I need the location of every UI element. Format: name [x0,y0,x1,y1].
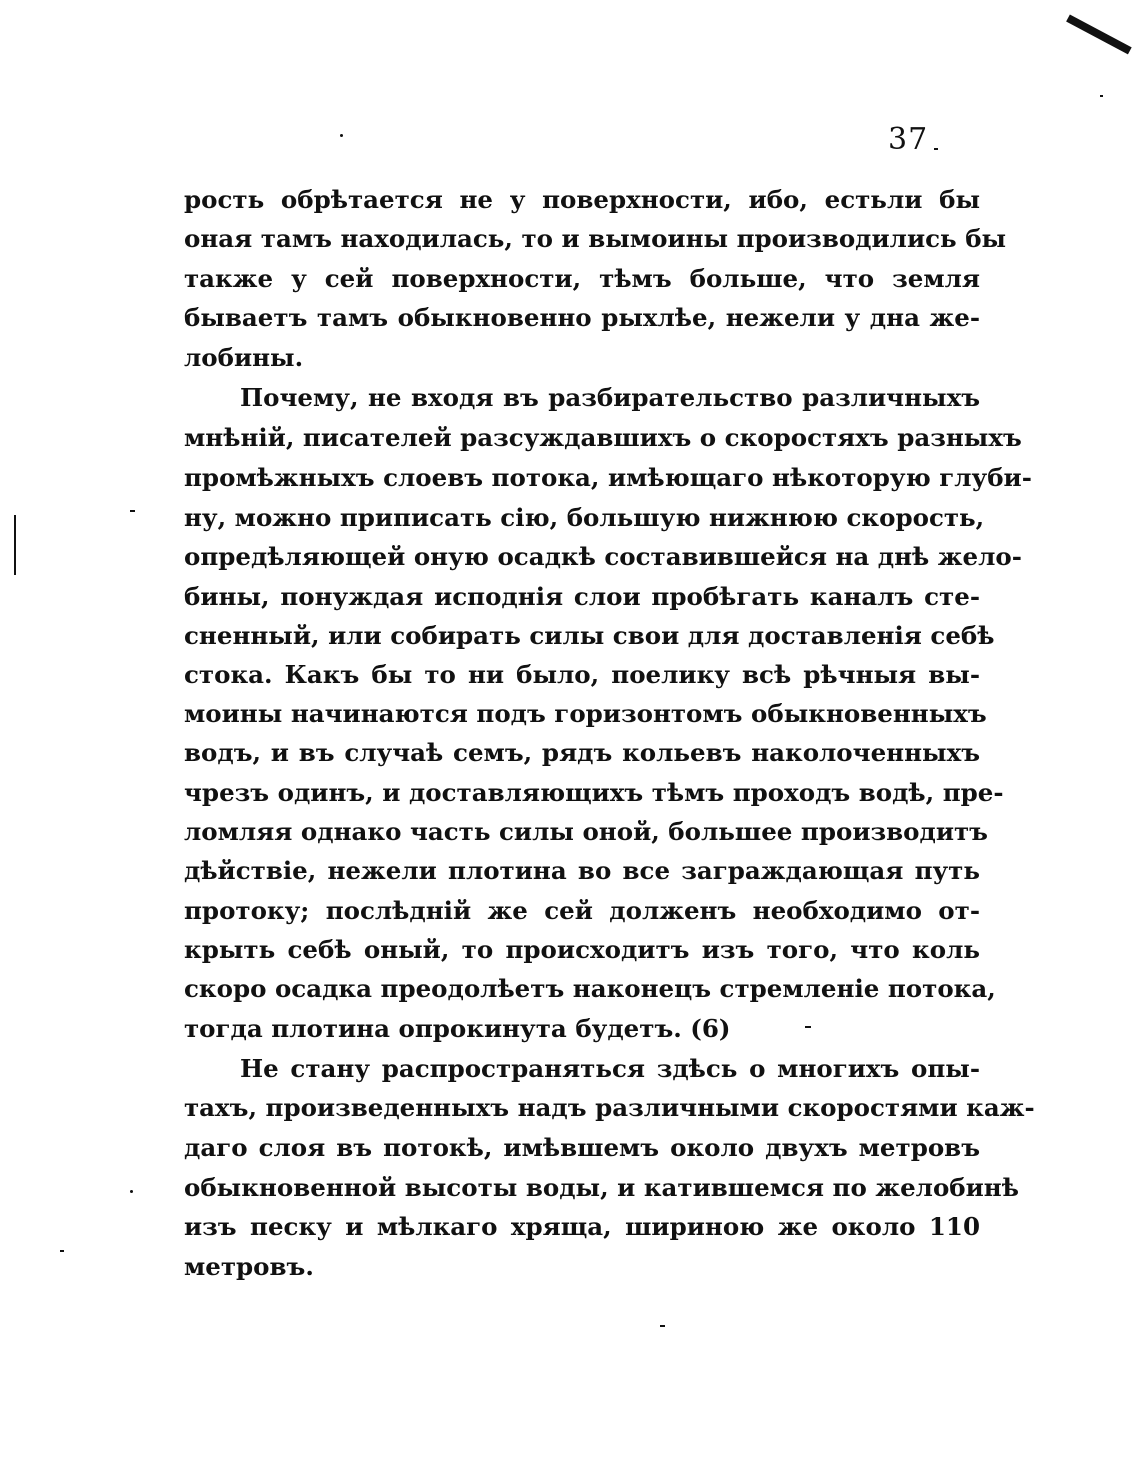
text-line: водъ, и въ случаѣ семъ, рядъ кольевъ наколоченныхъ [184,738,980,767]
scan-mark [130,1190,133,1193]
text-line: метровъ. [184,1252,314,1281]
scan-mark [340,134,343,137]
text-line: опредѣляющей оную осадкѣ составившейся на днѣ жело- [184,542,1022,571]
scan-mark [130,510,135,512]
scan-mark [1100,95,1103,97]
text-line: ну, можно приписать сію, большую нижнюю скорость, [184,503,985,532]
text-line: лобины. [184,343,304,372]
text-line: тогда плотина опрокинута будетъ. (6) [184,1014,731,1043]
text-line: Почему, не входя въ разбирательство различныхъ [240,383,980,412]
text-line: бываетъ тамъ обыкновенно рыхлѣе, нежели у дна же- [184,303,980,332]
text-line: стока. Какъ бы то ни было, поелику всѣ рѣчныя вы- [184,660,980,689]
text-line: ломляя однако часть силы оной, большее производитъ [184,817,988,846]
text-line: крыть себѣ оный, то происходитъ изъ того, что коль [184,935,980,964]
text-line: тахъ, произведенныхъ надъ различными скоростями каж- [184,1093,1035,1122]
text-line: скоро осадка преодолѣетъ наконецъ стремленіе потока, [184,974,996,1003]
text-line: бины, понуждая исподнія слои пробѣгать каналъ сте- [184,582,980,611]
text-line: чрезъ одинъ, и доставляющихъ тѣмъ проходъ водѣ, пре- [184,778,1004,807]
text-line: даго слоя въ потокѣ, имѣвшемъ около двухъ метровъ [184,1133,980,1162]
text-line: изъ песку и мѣлкаго хряща, шириною же около 110 [184,1212,980,1241]
scan-mark [1066,14,1132,54]
text-line: моины начинаются подъ горизонтомъ обыкновенныхъ [184,699,987,728]
text-line: Не стану распространяться здѣсь о многихъ опы- [240,1054,980,1083]
text-line: сненный, или собирать силы свои для доставленія себѣ [184,621,995,650]
scan-mark [660,1325,665,1327]
scan-mark [805,1026,811,1028]
text-line: обыкновенной высоты воды, и катившемся по желобинѣ [184,1173,1019,1202]
scan-mark [934,148,938,150]
text-line: мнѣній, писателей разсуждавшихъ о скоростяхъ разныхъ [184,423,1022,452]
text-line: рость обрѣтается не у поверхности, ибо, естьли бы [184,185,980,214]
text-line: также у сей поверхности, тѣмъ больше, что земля [184,264,980,293]
scan-mark [14,515,16,575]
text-line: оная тамъ находилась, то и вымоины производились бы [184,224,1007,253]
text-line: протоку; послѣдній же сей долженъ необходимо от- [184,896,980,925]
scan-mark [60,1250,64,1252]
page-number: 37 [888,122,929,157]
text-line: промѣжныхъ слоевъ потока, имѣющаго нѣкоторую глуби- [184,463,1032,492]
text-line: дѣйствіе, нежели плотина во все заграждающая путь [184,856,980,885]
